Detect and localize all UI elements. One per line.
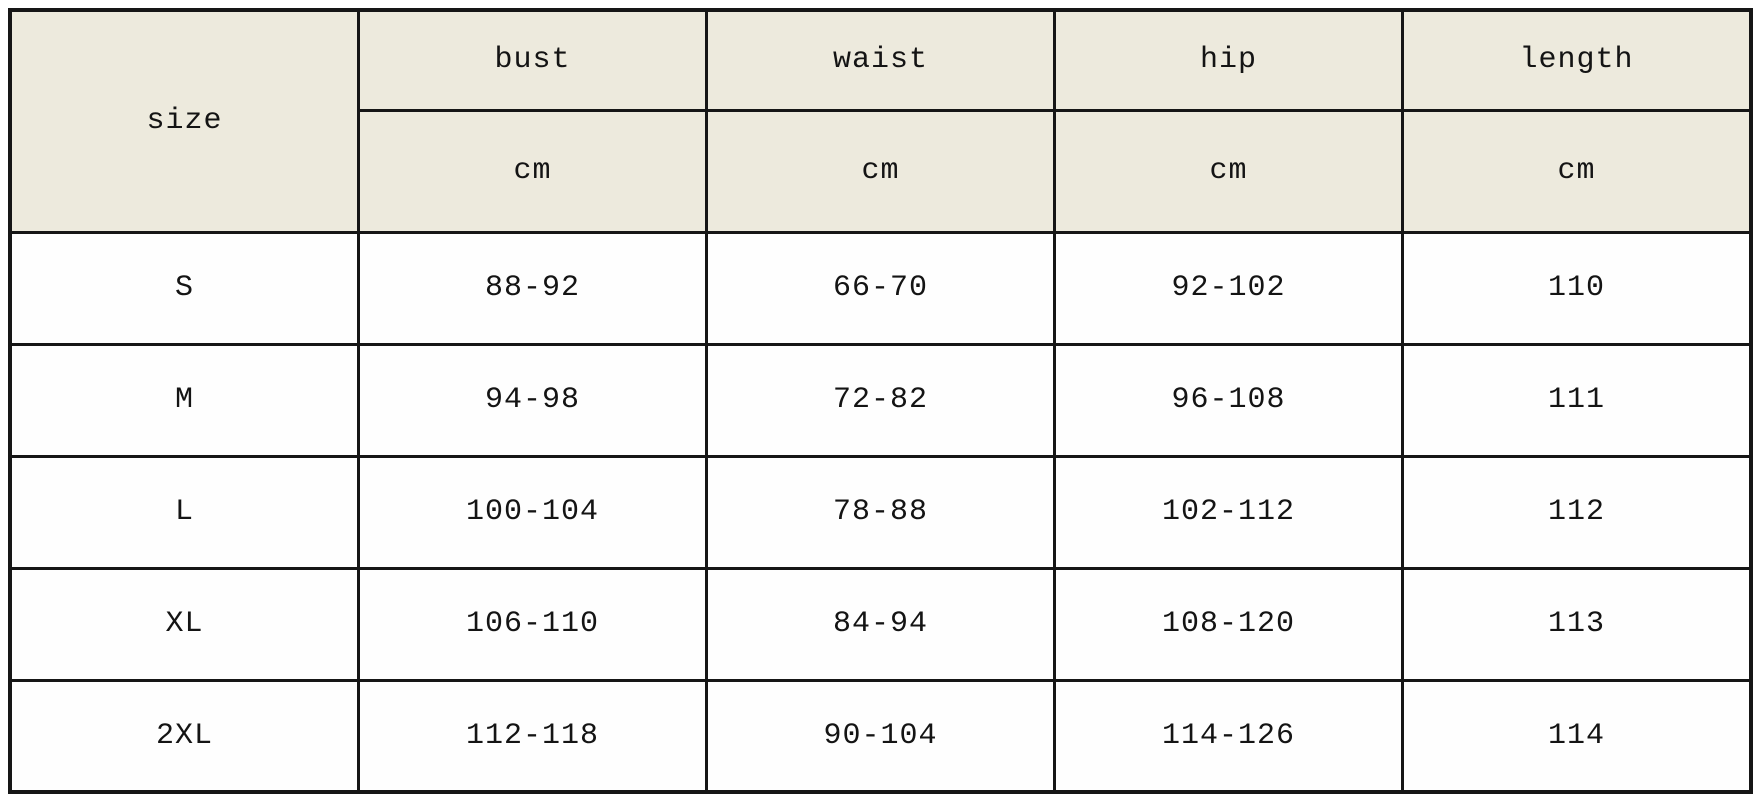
hip-cell: 102-112	[1054, 456, 1402, 568]
header-cell-bust: bust	[358, 10, 706, 110]
bust-cell: 88-92	[358, 232, 706, 344]
length-cell: 113	[1402, 568, 1751, 680]
unit-cell-length: cm	[1402, 110, 1751, 232]
size-chart-table	[8, 8, 1753, 794]
unit-cell-waist: cm	[706, 110, 1054, 232]
hip-cell: 114-126	[1054, 680, 1402, 792]
bust-cell: 100-104	[358, 456, 706, 568]
table-row-m	[10, 344, 1751, 456]
waist-cell: 78-88	[706, 456, 1054, 568]
waist-cell: 66-70	[706, 232, 1054, 344]
hip-cell: 96-108	[1054, 344, 1402, 456]
unit-cell-hip: cm	[1054, 110, 1402, 232]
size-cell: L	[10, 456, 358, 568]
table-row-xl	[10, 568, 1751, 680]
waist-cell: 84-94	[706, 568, 1054, 680]
length-cell: 112	[1402, 456, 1751, 568]
header-cell-length: length	[1402, 10, 1751, 110]
waist-cell: 72-82	[706, 344, 1054, 456]
size-cell: S	[10, 232, 358, 344]
bust-cell: 106-110	[358, 568, 706, 680]
hip-cell: 92-102	[1054, 232, 1402, 344]
table-row-s	[10, 232, 1751, 344]
header-cell-hip: hip	[1054, 10, 1402, 110]
length-cell: 114	[1402, 680, 1751, 792]
table-row-2xl	[10, 680, 1751, 792]
header-row-labels	[10, 10, 1751, 110]
length-cell: 111	[1402, 344, 1751, 456]
bust-cell: 112-118	[358, 680, 706, 792]
waist-cell: 90-104	[706, 680, 1054, 792]
hip-cell: 108-120	[1054, 568, 1402, 680]
table-row-l	[10, 456, 1751, 568]
unit-cell-bust: cm	[358, 110, 706, 232]
size-cell: 2XL	[10, 680, 358, 792]
header-cell-size: size	[10, 10, 358, 232]
header-cell-waist: waist	[706, 10, 1054, 110]
size-cell: XL	[10, 568, 358, 680]
length-cell: 110	[1402, 232, 1751, 344]
bust-cell: 94-98	[358, 344, 706, 456]
size-cell: M	[10, 344, 358, 456]
